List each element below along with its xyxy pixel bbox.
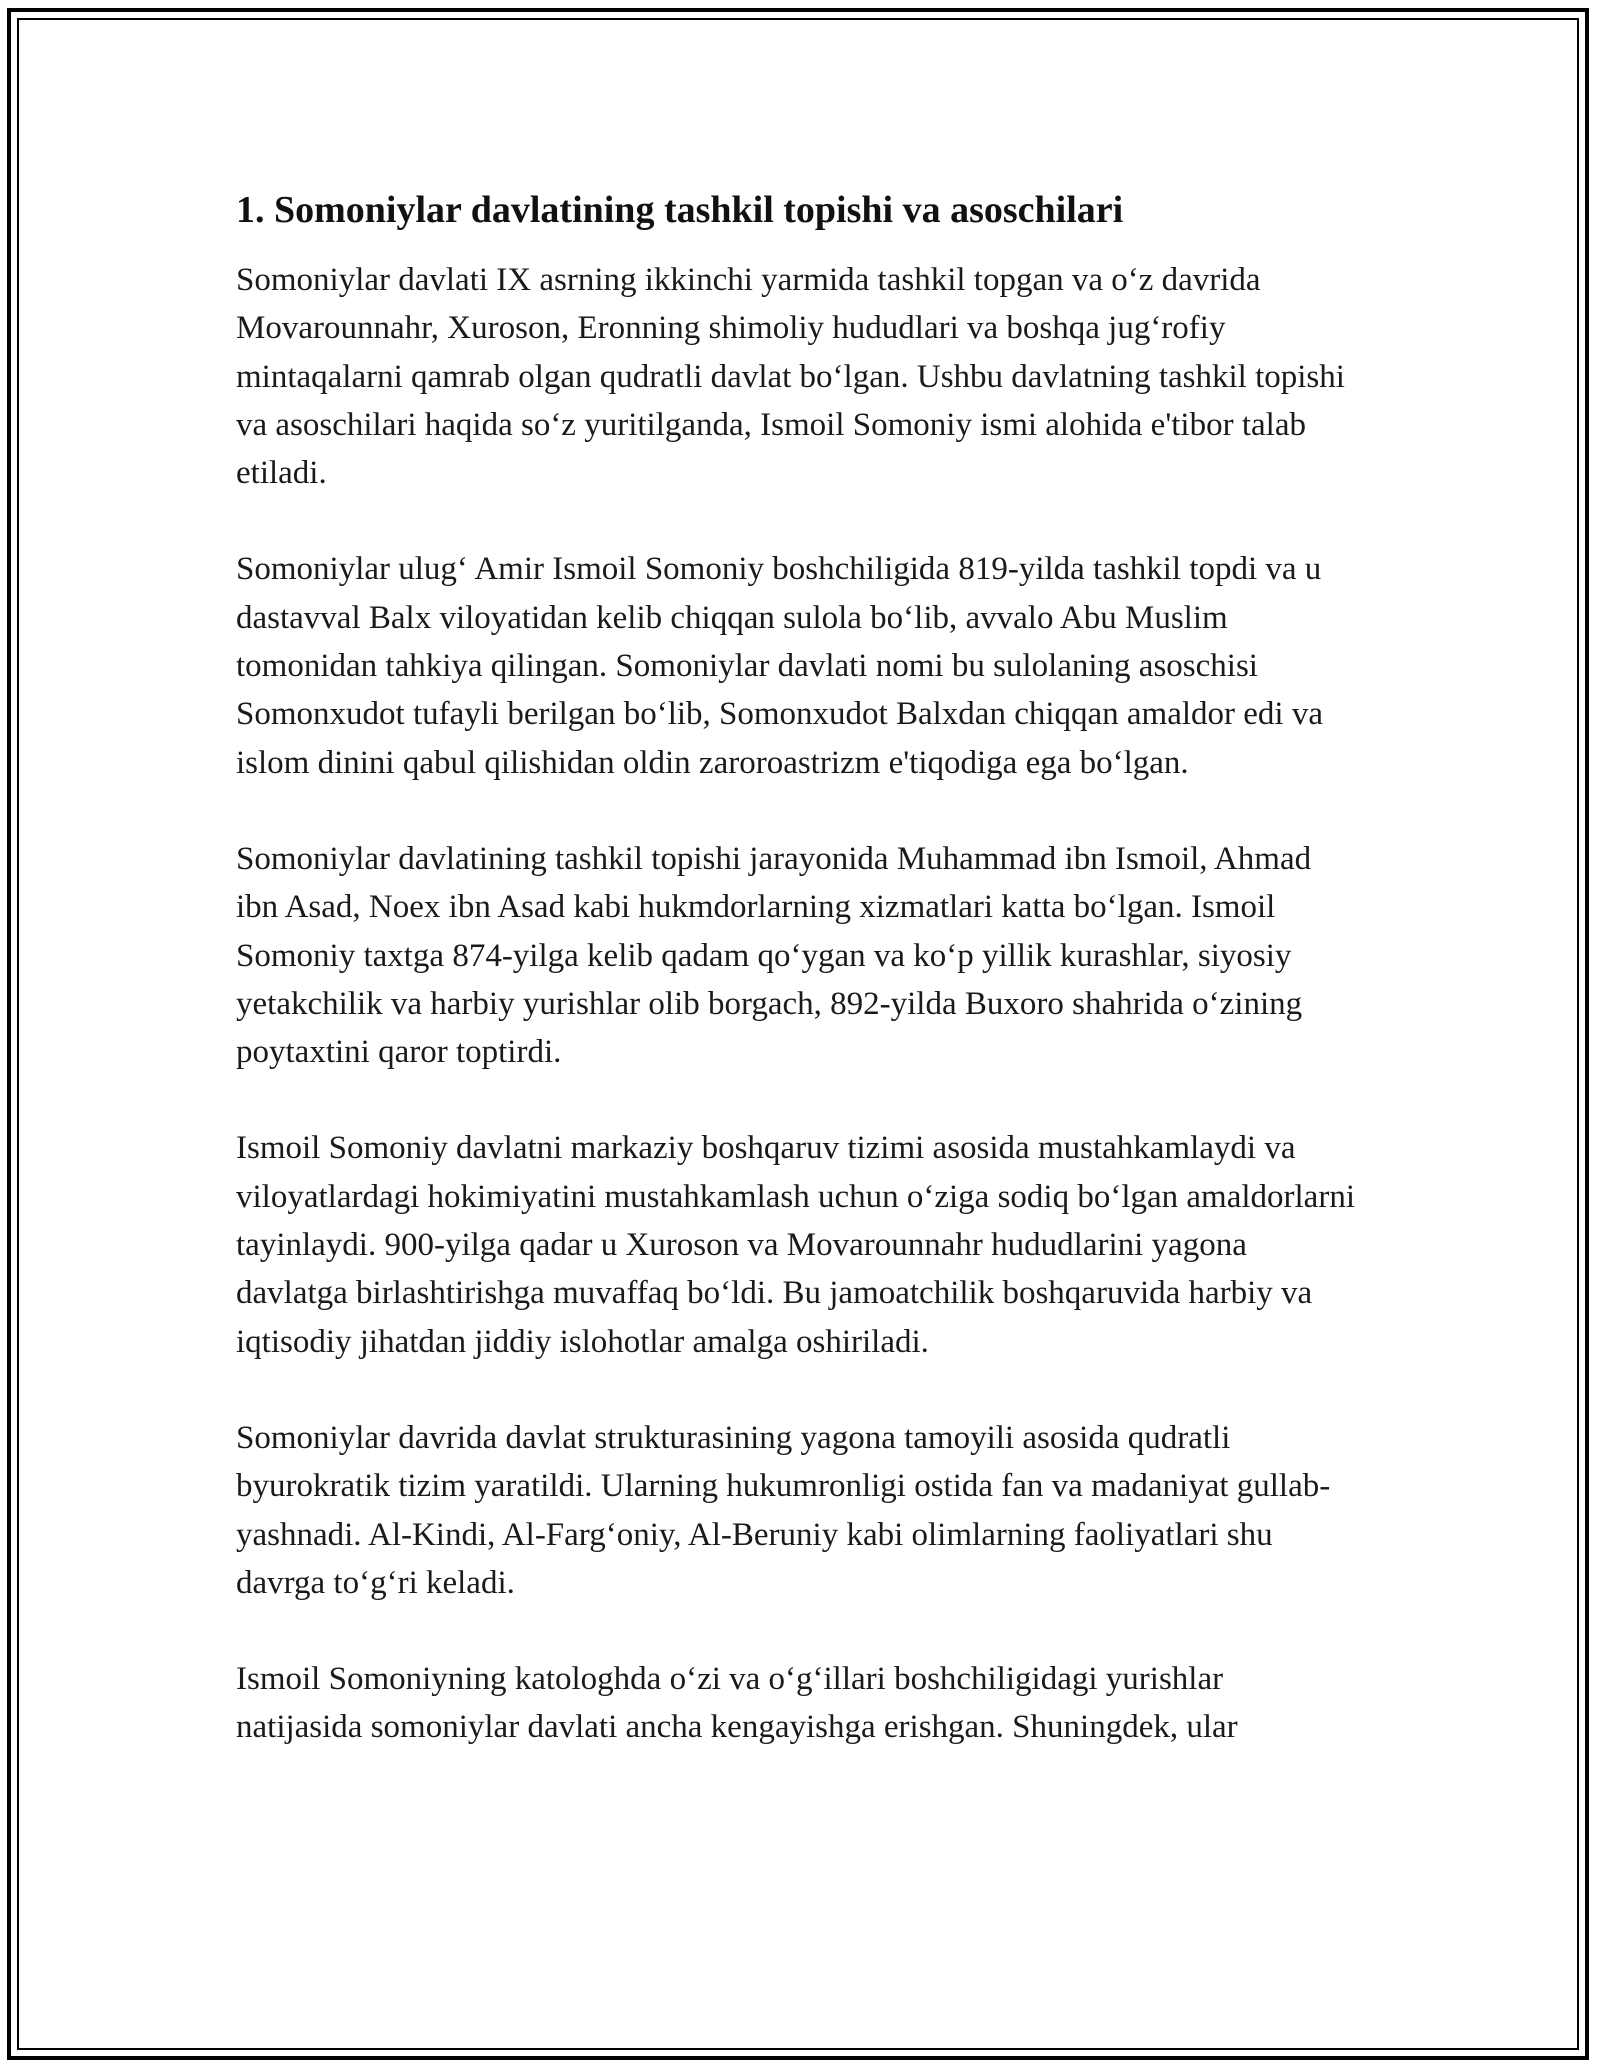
paragraph-1: Somoniylar davlati IX asrning ikkinchi yarmida tashkil topgan va o‘z davrida Movarounnahr, Xuroson, Eronning shimoliy hududlari va boshqa jug‘rofiy mintaqalarni qamrab olgan qudratli davlat bo‘lgan. Ushbu davlatning tashkil topishi va asoschilari haqida so‘z yuritilganda, Ismoil Somoniy ismi alohida e'tibor talab etiladi. [236,262,1345,492]
paragraph-5: Somoniylar davrida davlat strukturasining yagona tamoyili asosida qudratli byurokratik tizim yaratildi. Ularning hukumronligi ostida fan va madaniyat gullab-yashnadi. Al-Kindi, Al-Farg‘oniy, Al-Beruniy kabi olimlarning faoliyatlari shu davrga to‘g‘ri keladi. [236,1419,1331,1601]
paragraph-6: Ismoil Somoniyning katologhda o‘zi va o‘g‘illari boshchiligidagi yurishlar natijasida somoniylar davlati ancha kengayishga erishgan. Shuningdek, ular [236,1661,1238,1746]
section-title: 1. Somoniylar davlatining tashkil topishi va asoschilari [236,189,1124,231]
document-body [236,186,1356,1752]
paragraph-4: Ismoil Somoniy davlatni markaziy boshqaruv tizimi asosida mustahkamlaydi va viloyatlardagi hokimiyatini mustahkamlash uchun o‘ziga sodiq bo‘lgan amaldorlarni tayinlaydi. 900-yilga qadar u Xuroson va Movarounnahr hududlarini yagona davlatga birlashtirishga muvaffaq bo‘ldi. Bu jamoatchilik boshqaruvida harbiy va iqtisodiy jihatdan jiddiy islohotlar amalga oshiriladi. [236,1130,1355,1360]
paragraph-3: Somoniylar davlatining tashkil topishi jarayonida Muhammad ibn Ismoil, Ahmad ibn Asad, Noex ibn Asad kabi hukmdorlarning xizmatlari katta bo‘lgan. Ismoil Somoniy taxtga 874-yilga kelib qadam qo‘ygan va ko‘p yillik kurashlar, siyosiy yetakchilik va harbiy yurishlar olib borgach, 892-yilda Buxoro shahrida o‘zining poytaxtini qaror toptirdi. [236,840,1312,1071]
paragraph-2: Somoniylar ulug‘ Amir Ismoil Somoniy boshchiligida 819-yilda tashkil topdi va u dastavval Balx viloyatidan kelib chiqqan sulola bo‘lib, avvalo Abu Muslim tomonidan tahkiya qilingan. Somoniylar davlati nomi bu sulolaning asoschisi Somonxudot tufayli berilgan bo‘lib, Somonxudot Balxdan chiqqan amaldor edi va islom dinini qabul qilishidan oldin zaroroastrizm e'tiqodiga ega bo‘lgan. [236,551,1323,781]
